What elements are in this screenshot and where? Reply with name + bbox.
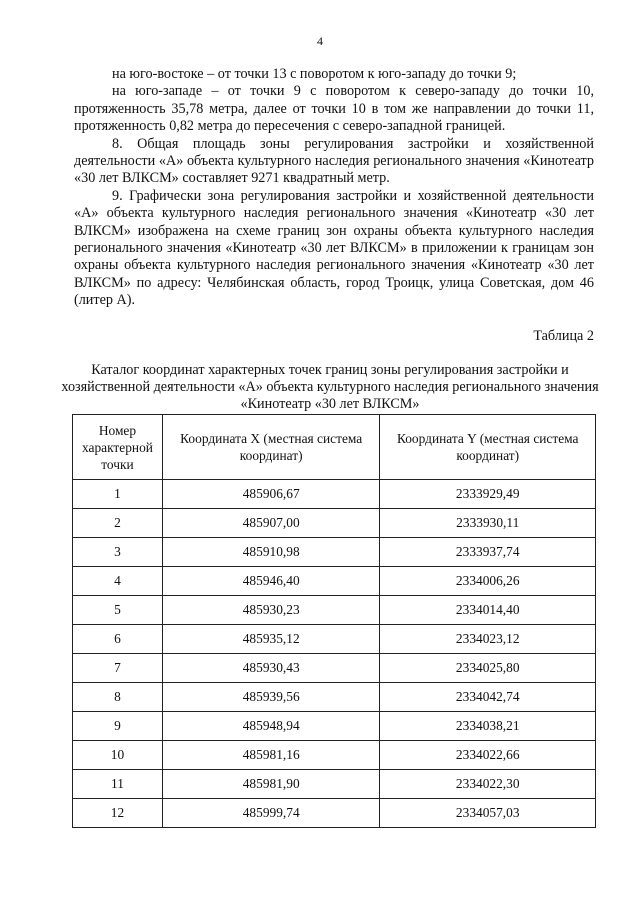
table-row <box>73 683 596 712</box>
table-row <box>73 567 596 596</box>
page-number: 4 <box>317 34 323 48</box>
coordinate-y: 2334022,66 <box>380 741 596 770</box>
table-caption: Каталог координат характерных точек границ зоны регулирования застройки и хозяйственной деятельности «А» объекта культурного наследия регионального значения «Кинотеатр «30 лет ВЛКСМ» <box>61 362 599 412</box>
point-number: 1 <box>73 480 163 509</box>
table-row <box>73 770 596 799</box>
point-number: 3 <box>73 538 163 567</box>
table-row <box>73 625 596 654</box>
point-number: 12 <box>73 799 163 828</box>
coordinate-y: 2334025,80 <box>380 654 596 683</box>
coordinate-x: 485939,56 <box>162 683 380 712</box>
coordinate-y: 2334023,12 <box>380 625 596 654</box>
paragraph-area: 8. Общая площадь зоны регулирования застройки и хозяйственной деятельности «А» объекта культурного наследия регионального значения «Кинотеатр «30 лет ВЛКСМ» составляет 9271 квадратный метр. <box>74 135 594 187</box>
table-row <box>73 509 596 538</box>
table-header-row <box>73 415 596 480</box>
header-coordinate-y: Координата Y (местная система координат) <box>380 415 596 480</box>
table-row <box>73 741 596 770</box>
point-number: 7 <box>73 654 163 683</box>
table-row <box>73 712 596 741</box>
coordinate-x: 485930,43 <box>162 654 380 683</box>
header-point-number: Номер характерной точки <box>73 415 163 480</box>
point-number: 4 <box>73 567 163 596</box>
point-number: 9 <box>73 712 163 741</box>
table-row <box>73 799 596 828</box>
coordinate-y: 2334014,40 <box>380 596 596 625</box>
point-number: 2 <box>73 509 163 538</box>
point-number: 10 <box>73 741 163 770</box>
coordinate-y: 2334006,26 <box>380 567 596 596</box>
point-number: 8 <box>73 683 163 712</box>
coordinate-x: 485981,90 <box>162 770 380 799</box>
coordinate-x: 485935,12 <box>162 625 380 654</box>
coordinate-x: 485999,74 <box>162 799 380 828</box>
body-text <box>74 66 594 310</box>
point-number: 5 <box>73 596 163 625</box>
table-row <box>73 654 596 683</box>
coordinate-x: 485946,40 <box>162 567 380 596</box>
coordinate-x: 485948,94 <box>162 712 380 741</box>
point-number: 11 <box>73 770 163 799</box>
table-label: Таблица 2 <box>533 328 594 344</box>
coordinate-x: 485910,98 <box>162 538 380 567</box>
coordinate-y: 2333930,11 <box>380 509 596 538</box>
coordinate-y: 2333937,74 <box>380 538 596 567</box>
coordinate-x: 485907,00 <box>162 509 380 538</box>
coordinate-x: 485906,67 <box>162 480 380 509</box>
paragraph-southwest: на юго-западе – от точки 9 с поворотом к северо-западу до точки 10, протяженность 35,78 метра, далее от точки 10 в том же направлении до точки 11, протяженность 0,82 метра до пересечения с северо-западной границей. <box>74 83 594 135</box>
coordinate-x: 485930,23 <box>162 596 380 625</box>
coordinate-y: 2334042,74 <box>380 683 596 712</box>
coordinate-x: 485981,16 <box>162 741 380 770</box>
table-row <box>73 480 596 509</box>
coordinates-table <box>72 414 596 828</box>
table-row <box>73 538 596 567</box>
paragraph-southeast: на юго-востоке – от точки 13 с поворотом к юго-западу до точки 9; <box>112 66 517 82</box>
table-row <box>73 596 596 625</box>
coordinate-y: 2334022,30 <box>380 770 596 799</box>
coordinate-y: 2334057,03 <box>380 799 596 828</box>
point-number: 6 <box>73 625 163 654</box>
header-coordinate-x: Координата X (местная система координат) <box>162 415 380 480</box>
coordinate-y: 2334038,21 <box>380 712 596 741</box>
coordinate-y: 2333929,49 <box>380 480 596 509</box>
paragraph-scheme: 9. Графически зона регулирования застройки и хозяйственной деятельности «А» объекта культурного наследия регионального значения «Кинотеатр «30 лет ВЛКСМ» изображена на схеме границ зон охраны объекта культурного наследия регионального значения «Кинотеатр «30 лет ВЛКСМ» в приложении к границам зон охраны объекта культурного наследия регионального значения «Кинотеатр «30 лет ВЛКСМ» по адресу: Челябинская область, город Троицк, улица Советская, дом 46 (литер А). <box>74 187 594 309</box>
